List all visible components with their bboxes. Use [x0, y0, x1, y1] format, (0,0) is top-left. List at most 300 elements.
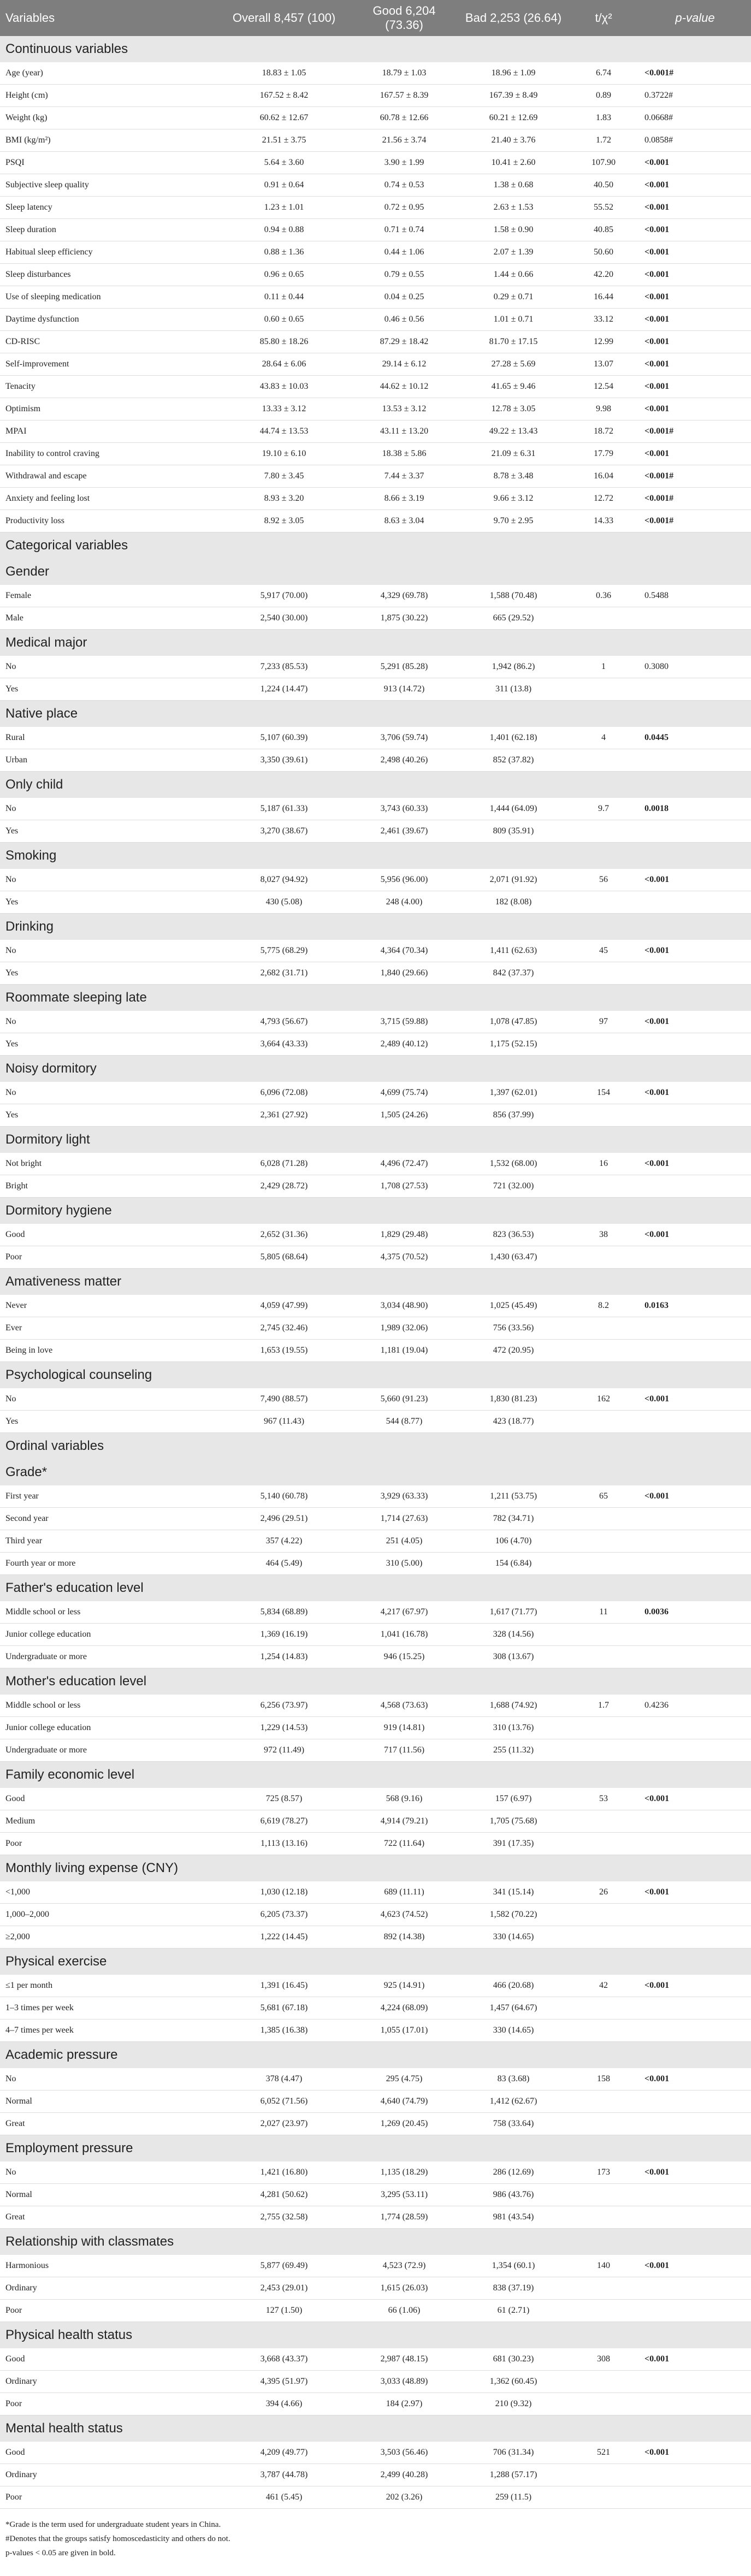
good-value: 0.46 ± 0.56: [350, 309, 459, 331]
bad-value: 1,078 (47.85): [459, 1011, 568, 1033]
overall-value: 13.33 ± 3.12: [218, 398, 350, 421]
section-title: Family economic level: [0, 1762, 751, 1789]
overall-value: 3,350 (39.61): [218, 749, 350, 772]
good-value: 3,503 (56.46): [350, 2442, 459, 2464]
overall-value: 0.60 ± 0.65: [218, 309, 350, 331]
test-statistic: 42.20: [568, 264, 639, 286]
p-value: [639, 2486, 751, 2509]
p-value: [639, 1717, 751, 1739]
table-row: [0, 2068, 751, 2091]
good-value: 5,291 (85.28): [350, 656, 459, 678]
bad-value: 1,175 (52.15): [459, 1033, 568, 1056]
bad-value: 27.28 ± 5.69: [459, 353, 568, 376]
good-value: 4,640 (74.79): [350, 2091, 459, 2113]
variable-label: Ever: [0, 1317, 218, 1340]
p-value: [639, 2300, 751, 2322]
bad-value: 8.78 ± 3.48: [459, 465, 568, 488]
variable-label: Optimism: [0, 398, 218, 421]
variable-label: PSQI: [0, 152, 218, 174]
section-header: [0, 772, 751, 798]
good-value: 4,699 (75.74): [350, 1082, 459, 1104]
table-header: [0, 0, 751, 36]
section-header: [0, 630, 751, 656]
variable-label: Yes: [0, 1033, 218, 1056]
section-header: [0, 1362, 751, 1389]
table-row: [0, 174, 751, 197]
table-row: [0, 85, 751, 107]
section-header: [0, 532, 751, 559]
bad-value: 1,942 (86.2): [459, 656, 568, 678]
good-value: 7.44 ± 3.37: [350, 465, 459, 488]
footnote-homoscedasticity: #Denotes that the groups satisfy homoscedasticity and others do not.: [5, 2534, 230, 2543]
p-value: <0.001#: [639, 510, 751, 532]
bad-value: 1,354 (60.1): [459, 2255, 568, 2277]
table-row: [0, 585, 751, 607]
section-header: [0, 1459, 751, 1485]
bad-value: 1.38 ± 0.68: [459, 174, 568, 197]
test-statistic: [568, 820, 639, 843]
section-title: Grade*: [0, 1459, 751, 1485]
variable-label: Normal: [0, 2091, 218, 2113]
test-statistic: [568, 1904, 639, 1926]
section-title: Continuous variables: [0, 36, 751, 62]
good-value: 0.04 ± 0.25: [350, 286, 459, 309]
variable-label: Anxiety and feeling lost: [0, 488, 218, 510]
good-value: 946 (15.25): [350, 1646, 459, 1668]
p-value: [639, 2277, 751, 2300]
overall-value: 0.96 ± 0.65: [218, 264, 350, 286]
overall-value: 8,027 (94.92): [218, 869, 350, 891]
variable-label: No: [0, 869, 218, 891]
good-value: 2,499 (40.28): [350, 2464, 459, 2486]
overall-value: 2,429 (28.72): [218, 1175, 350, 1198]
section-header: [0, 1855, 751, 1882]
bad-value: 2,071 (91.92): [459, 869, 568, 891]
overall-value: 7,233 (85.53): [218, 656, 350, 678]
test-statistic: 97: [568, 1011, 639, 1033]
bad-value: 1.44 ± 0.66: [459, 264, 568, 286]
variable-label: Poor: [0, 1246, 218, 1269]
variable-label: Bright: [0, 1175, 218, 1198]
test-statistic: 65: [568, 1485, 639, 1508]
good-value: 13.53 ± 3.12: [350, 398, 459, 421]
bad-value: 9.66 ± 3.12: [459, 488, 568, 510]
good-value: 689 (11.11): [350, 1881, 459, 1904]
p-value: <0.001: [639, 241, 751, 264]
test-statistic: 50.60: [568, 241, 639, 264]
overall-value: 357 (4.22): [218, 1530, 350, 1553]
bad-value: 308 (13.67): [459, 1646, 568, 1668]
test-statistic: [568, 1833, 639, 1855]
variable-label: Urban: [0, 749, 218, 772]
bad-value: 1,582 (70.22): [459, 1904, 568, 1926]
variable-label: Ordinary: [0, 2277, 218, 2300]
table-row: [0, 1997, 751, 2020]
p-value: <0.001: [639, 197, 751, 219]
overall-value: 725 (8.57): [218, 1788, 350, 1810]
bad-value: 182 (8.08): [459, 891, 568, 914]
overall-value: 167.52 ± 8.42: [218, 85, 350, 107]
good-value: 1,505 (24.26): [350, 1104, 459, 1127]
good-value: 1,875 (30.22): [350, 607, 459, 630]
table-row: [0, 1508, 751, 1530]
variable-label: First year: [0, 1485, 218, 1508]
good-value: 8.63 ± 3.04: [350, 510, 459, 532]
bad-value: 1,412 (62.67): [459, 2091, 568, 2113]
p-value: [639, 1624, 751, 1646]
p-value: 0.0018: [639, 798, 751, 820]
overall-value: 3,270 (38.67): [218, 820, 350, 843]
test-statistic: 140: [568, 2255, 639, 2277]
overall-value: 6,619 (78.27): [218, 1810, 350, 1833]
p-value: [639, 1104, 751, 1127]
overall-value: 8.93 ± 3.20: [218, 488, 350, 510]
overall-value: 4,281 (50.62): [218, 2184, 350, 2206]
good-value: 18.79 ± 1.03: [350, 62, 459, 85]
p-value: <0.001: [639, 940, 751, 962]
good-value: 4,914 (79.21): [350, 1810, 459, 1833]
bad-value: 18.96 ± 1.09: [459, 62, 568, 85]
table-row: [0, 398, 751, 421]
section-header: [0, 1056, 751, 1082]
overall-value: 394 (4.66): [218, 2393, 350, 2415]
bad-value: 852 (37.82): [459, 749, 568, 772]
good-value: 1,181 (19.04): [350, 1340, 459, 1362]
section-title: Father's education level: [0, 1575, 751, 1602]
bad-value: 665 (29.52): [459, 607, 568, 630]
section-title: Physical health status: [0, 2322, 751, 2349]
bad-value: 210 (9.32): [459, 2393, 568, 2415]
bad-value: 758 (33.64): [459, 2113, 568, 2135]
table-row: [0, 2091, 751, 2113]
table-row: [0, 1975, 751, 1997]
test-statistic: 162: [568, 1388, 639, 1411]
table-row: [0, 2113, 751, 2135]
section-title: Physical exercise: [0, 1949, 751, 1975]
variable-label: Fourth year or more: [0, 1553, 218, 1575]
bad-value: 1,444 (64.09): [459, 798, 568, 820]
bad-value: 255 (11.32): [459, 1739, 568, 1762]
section-title: Academic pressure: [0, 2042, 751, 2069]
good-value: 8.66 ± 3.19: [350, 488, 459, 510]
test-statistic: [568, 1508, 639, 1530]
table-row: [0, 1739, 751, 1762]
section-title: Monthly living expense (CNY): [0, 1855, 751, 1882]
p-value: [639, 2464, 751, 2486]
variable-label: Female: [0, 585, 218, 607]
bad-value: 330 (14.65): [459, 1926, 568, 1949]
table-row: [0, 1601, 751, 1624]
bad-value: 21.40 ± 3.76: [459, 129, 568, 152]
overall-value: 1,369 (16.19): [218, 1624, 350, 1646]
section-title: Smoking: [0, 843, 751, 869]
overall-value: 2,361 (27.92): [218, 1104, 350, 1127]
table-row: [0, 1810, 751, 1833]
overall-value: 2,027 (23.97): [218, 2113, 350, 2135]
overall-value: 18.83 ± 1.05: [218, 62, 350, 85]
p-value: <0.001: [639, 2068, 751, 2091]
test-statistic: 9.98: [568, 398, 639, 421]
section-header: [0, 1949, 751, 1975]
good-value: 0.44 ± 1.06: [350, 241, 459, 264]
test-statistic: 12.99: [568, 331, 639, 353]
section-title: Mother's education level: [0, 1668, 751, 1695]
overall-value: 0.94 ± 0.88: [218, 219, 350, 241]
p-value: [639, 2393, 751, 2415]
variable-label: Junior college education: [0, 1717, 218, 1739]
p-value: [639, 1246, 751, 1269]
table-row: [0, 2464, 751, 2486]
table-row: [0, 798, 751, 820]
section-header: [0, 1433, 751, 1460]
p-value: [639, 820, 751, 843]
test-statistic: 521: [568, 2442, 639, 2464]
table-row: [0, 2393, 751, 2415]
section-header: [0, 1269, 751, 1295]
test-statistic: 14.33: [568, 510, 639, 532]
variable-label: Yes: [0, 1104, 218, 1127]
table-row: [0, 286, 751, 309]
overall-value: 7.80 ± 3.45: [218, 465, 350, 488]
overall-value: 2,453 (29.01): [218, 2277, 350, 2300]
p-value: 0.0163: [639, 1295, 751, 1317]
p-value: <0.001: [639, 219, 751, 241]
test-statistic: 40.50: [568, 174, 639, 197]
test-statistic: [568, 1997, 639, 2020]
test-statistic: 12.54: [568, 376, 639, 398]
variable-label: Great: [0, 2113, 218, 2135]
bad-value: 154 (6.84): [459, 1553, 568, 1575]
table-row: [0, 1926, 751, 1949]
variable-label: Productivity loss: [0, 510, 218, 532]
test-statistic: 55.52: [568, 197, 639, 219]
overall-value: 464 (5.49): [218, 1553, 350, 1575]
good-value: 1,829 (29.48): [350, 1224, 459, 1246]
p-value: 0.3080: [639, 656, 751, 678]
test-statistic: 1.72: [568, 129, 639, 152]
good-value: 248 (4.00): [350, 891, 459, 914]
section-header: [0, 36, 751, 62]
variable-label: Ordinary: [0, 2371, 218, 2393]
p-value: [639, 1739, 751, 1762]
table-row: [0, 962, 751, 985]
test-statistic: [568, 1033, 639, 1056]
test-statistic: 45: [568, 940, 639, 962]
test-statistic: [568, 749, 639, 772]
test-statistic: [568, 2277, 639, 2300]
good-value: 310 (5.00): [350, 1553, 459, 1575]
overall-value: 8.92 ± 3.05: [218, 510, 350, 532]
variable-label: Third year: [0, 1530, 218, 1553]
variable-label: Yes: [0, 820, 218, 843]
section-title: Medical major: [0, 630, 751, 656]
p-value: [639, 1033, 751, 1056]
good-value: 2,489 (40.12): [350, 1033, 459, 1056]
table-row: [0, 2020, 751, 2042]
variable-label: Undergraduate or more: [0, 1739, 218, 1762]
variable-label: Sleep duration: [0, 219, 218, 241]
test-statistic: 308: [568, 2348, 639, 2371]
variable-label: Weight (kg): [0, 107, 218, 129]
test-statistic: 13.07: [568, 353, 639, 376]
variable-label: Good: [0, 2442, 218, 2464]
good-value: 167.57 ± 8.39: [350, 85, 459, 107]
good-value: 4,568 (73.63): [350, 1695, 459, 1717]
test-statistic: [568, 1810, 639, 1833]
good-value: 1,269 (20.45): [350, 2113, 459, 2135]
test-statistic: [568, 2184, 639, 2206]
p-value: [639, 607, 751, 630]
overall-value: 5,107 (60.39): [218, 727, 350, 749]
table-row: [0, 1411, 751, 1433]
bad-value: 167.39 ± 8.49: [459, 85, 568, 107]
good-value: 3,929 (63.33): [350, 1485, 459, 1508]
good-value: 3,034 (48.90): [350, 1295, 459, 1317]
good-value: 4,329 (69.78): [350, 585, 459, 607]
p-value: 0.3722#: [639, 85, 751, 107]
test-statistic: 33.12: [568, 309, 639, 331]
bad-value: 1,588 (70.48): [459, 585, 568, 607]
bad-value: 1,411 (62.63): [459, 940, 568, 962]
table-row: [0, 376, 751, 398]
good-value: 4,364 (70.34): [350, 940, 459, 962]
table-body: [0, 36, 751, 2509]
section-header: [0, 2322, 751, 2349]
p-value: <0.001: [639, 174, 751, 197]
section-title: Native place: [0, 701, 751, 727]
good-value: 5,956 (96.00): [350, 869, 459, 891]
overall-value: 28.64 ± 6.06: [218, 353, 350, 376]
variable-label: MPAI: [0, 421, 218, 443]
header-p-value: p-value: [639, 0, 751, 36]
overall-value: 5,681 (67.18): [218, 1997, 350, 2020]
good-value: 2,498 (40.26): [350, 749, 459, 772]
table-row: [0, 1340, 751, 1362]
variable-label: Not bright: [0, 1153, 218, 1175]
test-statistic: [568, 1739, 639, 1762]
bad-value: 106 (4.70): [459, 1530, 568, 1553]
test-statistic: 1: [568, 656, 639, 678]
section-title: Only child: [0, 772, 751, 798]
p-value: 0.0668#: [639, 107, 751, 129]
overall-value: 1,222 (14.45): [218, 1926, 350, 1949]
test-statistic: [568, 2206, 639, 2229]
header-variables: Variables: [0, 0, 218, 36]
bad-value: 2.07 ± 1.39: [459, 241, 568, 264]
good-value: 568 (9.16): [350, 1788, 459, 1810]
test-statistic: 6.74: [568, 62, 639, 85]
bad-value: 1.01 ± 0.71: [459, 309, 568, 331]
bad-value: 1,211 (53.75): [459, 1485, 568, 1508]
bad-value: 330 (14.65): [459, 2020, 568, 2042]
header-overall: Overall 8,457 (100): [218, 0, 350, 36]
p-value: <0.001: [639, 1788, 751, 1810]
test-statistic: 173: [568, 2162, 639, 2184]
good-value: 202 (3.26): [350, 2486, 459, 2509]
table-row: [0, 2442, 751, 2464]
test-statistic: 154: [568, 1082, 639, 1104]
good-value: 66 (1.06): [350, 2300, 459, 2322]
good-value: 919 (14.81): [350, 1717, 459, 1739]
variable-label: No: [0, 2068, 218, 2091]
p-value: [639, 1646, 751, 1668]
bad-value: 310 (13.76): [459, 1717, 568, 1739]
p-value: [639, 1411, 751, 1433]
variable-label: Age (year): [0, 62, 218, 85]
good-value: 3,715 (59.88): [350, 1011, 459, 1033]
header-statistic: t/χ²: [568, 0, 639, 36]
overall-value: 19.10 ± 6.10: [218, 443, 350, 465]
variable-label: ≤1 per month: [0, 1975, 218, 1997]
variable-label: No: [0, 1082, 218, 1104]
variable-label: Harmonious: [0, 2255, 218, 2277]
table-row: [0, 443, 751, 465]
good-value: 717 (11.56): [350, 1739, 459, 1762]
overall-value: 1,254 (14.83): [218, 1646, 350, 1668]
overall-value: 378 (4.47): [218, 2068, 350, 2091]
variable-label: Being in love: [0, 1340, 218, 1362]
bad-value: 41.65 ± 9.46: [459, 376, 568, 398]
good-value: 4,523 (72.9): [350, 2255, 459, 2277]
table-row: [0, 1224, 751, 1246]
test-statistic: 38: [568, 1224, 639, 1246]
table-row: [0, 1246, 751, 1269]
overall-value: 5,187 (61.33): [218, 798, 350, 820]
variable-label: BMI (kg/m²): [0, 129, 218, 152]
bad-value: 756 (33.56): [459, 1317, 568, 1340]
bad-value: 1,397 (62.01): [459, 1082, 568, 1104]
test-statistic: [568, 1926, 639, 1949]
test-statistic: [568, 2300, 639, 2322]
test-statistic: 42: [568, 1975, 639, 1997]
table-row: [0, 1904, 751, 1926]
test-statistic: [568, 1624, 639, 1646]
variable-label: 1,000–2,000: [0, 1904, 218, 1926]
p-value: [639, 1810, 751, 1833]
p-value: 0.4236: [639, 1695, 751, 1717]
table-row: [0, 331, 751, 353]
variable-label: Yes: [0, 678, 218, 701]
bad-value: 986 (43.76): [459, 2184, 568, 2206]
section-header: [0, 2229, 751, 2255]
bad-value: 12.78 ± 3.05: [459, 398, 568, 421]
table-row: [0, 510, 751, 532]
bad-value: 10.41 ± 2.60: [459, 152, 568, 174]
bad-value: 823 (36.53): [459, 1224, 568, 1246]
test-statistic: [568, 678, 639, 701]
bad-value: 21.09 ± 6.31: [459, 443, 568, 465]
variable-label: Male: [0, 607, 218, 630]
good-value: 184 (2.97): [350, 2393, 459, 2415]
section-title: Drinking: [0, 914, 751, 940]
p-value: [639, 1175, 751, 1198]
bad-value: 1,430 (63.47): [459, 1246, 568, 1269]
p-value: 0.5488: [639, 585, 751, 607]
bad-value: 286 (12.69): [459, 2162, 568, 2184]
good-value: 4,623 (74.52): [350, 1904, 459, 1926]
footnotes: [0, 2509, 751, 2560]
good-value: 0.74 ± 0.53: [350, 174, 459, 197]
good-value: 1,615 (26.03): [350, 2277, 459, 2300]
test-statistic: [568, 1246, 639, 1269]
test-statistic: 9.7: [568, 798, 639, 820]
p-value: <0.001: [639, 286, 751, 309]
good-value: 3,033 (48.89): [350, 2371, 459, 2393]
bad-value: 2.63 ± 1.53: [459, 197, 568, 219]
section-header: [0, 559, 751, 585]
bad-value: 809 (35.91): [459, 820, 568, 843]
good-value: 1,714 (27.63): [350, 1508, 459, 1530]
